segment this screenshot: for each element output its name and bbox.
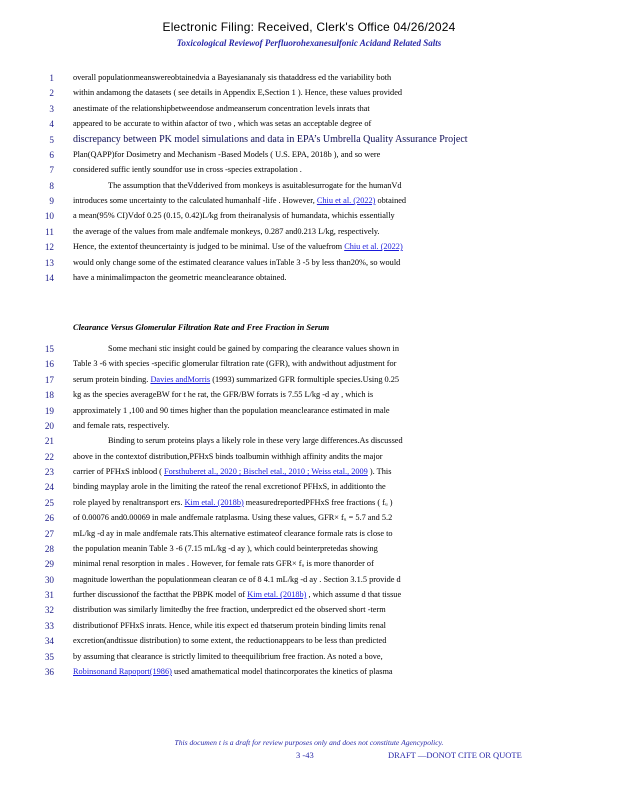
- line-number: 19: [44, 405, 54, 416]
- line-text: Some mechani stic insight could be gained by comparing the clearance values shown in: [108, 344, 399, 353]
- line-text: and female rats, respectively.: [73, 420, 170, 430]
- line-number: 21: [44, 436, 54, 447]
- section-heading: Clearance Versus Glomerular Filtration Rate and Free Fraction in Serum: [73, 323, 330, 332]
- line-number: 35: [44, 651, 54, 662]
- document-line: [40, 388, 580, 402]
- line-text-segment: (1993) summarized GFR formultiple species.Using 0.25: [210, 374, 400, 384]
- line-number: 4: [49, 119, 54, 130]
- line-number: 7: [49, 165, 54, 176]
- document-line: [40, 542, 580, 556]
- line-text: by assuming that clearance is strictly limited to theequilibrium free fraction. As noted a bove,: [73, 651, 383, 661]
- citation-link[interactable]: Davies andMorris: [150, 374, 211, 384]
- line-number: 27: [44, 528, 54, 539]
- line-number: 5: [49, 134, 54, 145]
- document-line: [40, 225, 580, 239]
- document-line: [40, 256, 580, 270]
- citation-link[interactable]: Chiu et al. (2022): [316, 196, 376, 206]
- document-line: [40, 496, 580, 510]
- document-line: [40, 117, 580, 131]
- line-number: 2: [49, 88, 54, 99]
- line-text: of 0.00076 and0.00069 in male andfemale ratplasma. Using these values, GFR× fᵤ = 5.7 and 5.2: [73, 513, 393, 523]
- draft-notice: DRAFT —DONOT CITE OR QUOTE: [388, 750, 522, 760]
- line-number: 26: [44, 513, 54, 524]
- document-line: [40, 603, 580, 617]
- page-number: 3 -43: [296, 750, 314, 760]
- line-text: [73, 373, 577, 387]
- line-text-segment: measuredreportedPFHxS free fractions ( fᵤ ): [243, 497, 393, 507]
- line-number: 6: [49, 149, 54, 160]
- line-text: considered suffic iently soundfor use in cross -species extrapolation .: [73, 165, 302, 175]
- line-number: 16: [44, 359, 54, 370]
- document-line: [40, 419, 580, 433]
- citation-link[interactable]: Kim etal. (2018b): [247, 590, 307, 600]
- line-text: [73, 465, 577, 479]
- line-text: anestimate of the relationshipbetweendose andmeanserum concentration levels inrats that: [73, 103, 370, 113]
- line-number: 34: [44, 636, 54, 647]
- line-number: 24: [44, 482, 54, 493]
- document-line: [40, 465, 580, 479]
- citation-link[interactable]: Chiu et al. (2022): [344, 242, 403, 252]
- line-text: [73, 194, 577, 208]
- line-text: binding mayplay arole in the limiting the rateof the renal excretionof PFHxS, in additionto the: [73, 482, 386, 492]
- line-number: 29: [44, 559, 54, 570]
- line-text: distributionof PFHxS inrats. Hence, while itis expect ed thatserum protein binding limits renal: [73, 620, 386, 630]
- line-text: [73, 588, 577, 602]
- filing-stamp: Electronic Filing: Received, Clerk's Office 04/26/2024: [162, 20, 456, 34]
- line-text: [73, 496, 577, 510]
- document-line: [40, 619, 580, 633]
- line-text: a mean(95% CI)Vdof 0.25 (0.15, 0.42)L/kg from theiranalysis of humandata, whichis essentially: [73, 211, 395, 221]
- line-text: Plan(QAPP)for Dosimetry and Mechanism -Based Models ( U.S. EPA, 2018b ), and so were: [73, 149, 381, 159]
- line-text: kg as the species averageBW for t he rat, the GFR/BW forrats is 7.55 L/kg -d ay , which is: [73, 390, 374, 400]
- document-line: [40, 404, 580, 418]
- line-number: 1: [49, 73, 54, 83]
- line-text: magnitude lowerthan the populationmean clearan ce of 8 4.1 mL/kg -d ay . Section 3.1.5 provide d: [73, 574, 401, 584]
- document-line: [40, 357, 580, 371]
- document-line: [40, 179, 580, 193]
- line-text-segment: further discussionof the factthat the PBPK model of: [73, 590, 248, 600]
- document-line: [40, 665, 580, 679]
- document-line: [40, 133, 580, 147]
- line-text: minimal renal resorption in males . However, for female rats GFR× fᵤ is more thanorder of: [73, 559, 374, 569]
- line-number: 9: [49, 196, 54, 207]
- document-line: [40, 102, 580, 116]
- line-text-segment: obtained: [375, 196, 407, 206]
- line-number: 31: [44, 590, 54, 601]
- line-text: mL/kg -d ay in male andfemale rats.This alternative estimateof clearance formale rats is close to: [73, 528, 393, 538]
- document-line: [40, 373, 580, 387]
- line-text: The assumption that theVdderived from monkeys is asuitablesurrogate for the humanVd: [108, 180, 402, 190]
- line-text: the average of the values from male andfemale monkeys, 0.287 and0.213 L/kg, respectively.: [73, 226, 380, 236]
- line-number: 23: [44, 467, 54, 478]
- line-number: 15: [44, 344, 54, 354]
- line-text: [73, 665, 577, 679]
- line-text: above in the contextof distribution,PFHxS binds toalbumin withhigh affinity andits the major: [73, 451, 383, 461]
- document-line: [40, 511, 580, 525]
- line-number: 13: [44, 257, 54, 268]
- document-line: [40, 634, 580, 648]
- document-line: [40, 86, 580, 100]
- document-line: [40, 209, 580, 223]
- draft-disclaimer: This documen t is a draft for review purposes only and does not constitute Agencypolicy.: [174, 738, 444, 747]
- line-text: distribution was similarly limitedby the free fraction, underpredict ed the observed short -term: [73, 605, 386, 615]
- citation-link[interactable]: Forsthuberet al., 2020 ; Bischel etal., 2010 ; Weiss etal., 2009: [164, 467, 368, 477]
- line-text: Table 3 -6 with species -specific glomerular filtration rate (GFR), with andwithout adjustment for: [73, 359, 397, 369]
- line-number: 32: [44, 605, 54, 616]
- document-line: [40, 148, 580, 162]
- line-number: 14: [44, 272, 54, 283]
- line-text-segment: serum protein binding.: [73, 374, 151, 384]
- document-line: [40, 573, 580, 587]
- document-line: [40, 163, 580, 177]
- line-text: overall populationmeanswereobtainedvia a Bayesiananaly sis thataddress ed the variability both: [73, 73, 392, 82]
- line-number: 25: [44, 497, 54, 508]
- line-text-segment: used amathematical model thatincorporates the kinetics of plasma: [171, 666, 393, 676]
- line-text-segment: , which assume d that tissue: [306, 590, 402, 600]
- document-line: [40, 434, 580, 448]
- document-line: [40, 240, 580, 254]
- document-line: [40, 588, 580, 602]
- line-number: 28: [44, 543, 54, 554]
- running-title: Toxicological Reviewof Perfluorohexanesulfonic Acidand Related Salts: [176, 38, 442, 48]
- line-number: 10: [44, 211, 54, 222]
- line-text-segment: introduces some uncertainty to the calculated humanhalf -life . However,: [73, 196, 317, 206]
- line-number: 33: [44, 620, 54, 631]
- document-line: [40, 450, 580, 464]
- line-number: 11: [45, 226, 54, 237]
- line-text: discrepancy between PK model simulations and data in EPA’s Umbrella Quality Assurance Project: [73, 133, 468, 145]
- line-number: 36: [44, 666, 54, 677]
- line-text-segment: carrier of PFHxS inblood (: [73, 467, 165, 477]
- line-text: would only change some of the estimated clearance values inTable 3 -5 by less than20%, so would: [73, 257, 401, 267]
- line-number: 3: [49, 103, 54, 114]
- document-line: [40, 480, 580, 494]
- line-text: the population meanin Table 3 -6 (7.15 mL/kg -d ay ), which could beinterpretedas showing: [73, 543, 378, 553]
- line-number: 8: [49, 180, 54, 191]
- citation-link[interactable]: Kim etal. (2018b): [184, 497, 244, 507]
- line-text: approximately 1 ,100 and 90 times higher than the population meanclearance estimated in male: [73, 405, 390, 415]
- line-number: 17: [44, 374, 54, 385]
- document-line: [40, 342, 580, 356]
- line-number: 18: [44, 390, 54, 401]
- line-text: Binding to serum proteins plays a likely role in these very large differences.As discussed: [108, 436, 403, 446]
- line-text: within andamong the datasets ( see details in Appendix E,Section 1 ). Hence, these values provided: [73, 88, 403, 98]
- line-text-segment: ). This: [367, 467, 392, 477]
- document-line: [40, 557, 580, 571]
- line-number: 22: [44, 451, 54, 462]
- line-number: 12: [44, 242, 54, 253]
- document-line: [40, 71, 580, 85]
- line-text: have a minimalimpacton the geometric meanclearance obtained.: [73, 272, 287, 282]
- line-number: 30: [44, 574, 54, 585]
- document-line: [40, 194, 580, 208]
- document-line: [40, 650, 580, 664]
- citation-link[interactable]: Robinsonand Rapoport(1986): [73, 666, 172, 676]
- line-text: excretion(andtissue distribution) to some extent, the reductionappears to be less than predicted: [73, 636, 387, 646]
- line-number: 20: [44, 420, 54, 431]
- line-text-segment: role played by renaltransport ers.: [73, 497, 185, 507]
- line-text: [73, 240, 577, 254]
- line-text: appeared to be accurate to within afactor of two , which was setas an acceptable degree of: [73, 119, 372, 129]
- document-line: [40, 527, 580, 541]
- document-line: [40, 271, 580, 285]
- line-text-segment: Hence, the extentof theuncertainty is judged to be minimal. Use of the valuefrom: [73, 242, 345, 252]
